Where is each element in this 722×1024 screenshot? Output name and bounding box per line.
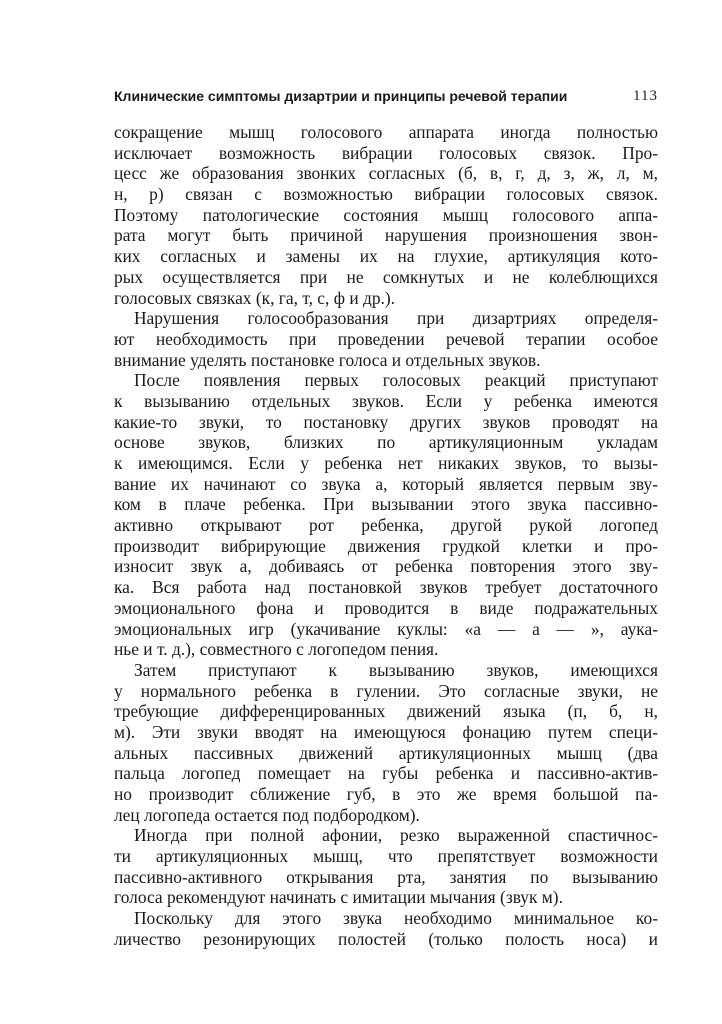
text-line: ка. Вся работа над постановкой звуков требует достаточного [114, 577, 658, 598]
text-line: пассивно-активного открывания рта, занятия по вызыванию [114, 866, 658, 887]
text-line: Поскольку для этого звука необходимо минимальное ко- [134, 908, 658, 929]
text-line: Нарушения голосообразования при дизартриях определя- [134, 308, 658, 329]
text-line: но производит сближение губ, в это же время большой па- [114, 784, 658, 804]
text-line: личество резонирующих полостей (только полость носа) и [114, 928, 658, 949]
text-line: какие-то звуки, то постановку других звуков проводят на [114, 411, 658, 432]
text-line: голоса рекомендуют начинать с имитации мычания (звук м). [114, 887, 563, 908]
text-line: вание их начинают со звука а, который является первым зву- [114, 473, 658, 494]
text-line: ком в плаче ребенка. При вызывании этого звука пассивно- [114, 494, 658, 515]
text-line: сокращение мышц голосового аппарата иногда полностью [114, 122, 658, 142]
text-line: требующие дифференцированных движений языка (п, б, н, [114, 701, 658, 722]
text-line: голосовых связках (к, га, т, с, ф и др.). [114, 287, 396, 308]
text-line: альных пассивных движений артикуляционных мышц (два [114, 742, 658, 763]
text-line: рата могут быть причиной нарушения произношения звон- [114, 225, 658, 246]
running-header [114, 86, 658, 106]
paragraph [114, 370, 658, 660]
paragraph [114, 308, 658, 370]
text-line: Поэтому патологические состояния мышц голосового аппа- [114, 204, 658, 225]
text-line: цесс же образования звонких согласных (б, в, г, д, з, ж, л, м, [114, 163, 658, 184]
paragraph [114, 825, 658, 908]
text-line: к вызыванию отдельных звуков. Если у ребенка имеются [114, 390, 658, 411]
text-line: исключает возможность вибрации голосовых связок. Про- [114, 142, 658, 163]
text-line: к имеющимся. Если у ребенка нет никаких звуков, то вызы- [114, 453, 658, 473]
text-line: у нормального ребенка в гулении. Это согласные звуки, не [114, 680, 658, 701]
text-line: основе звуков, близких по артикуляционным укладам [114, 432, 658, 453]
text-line: Затем приступают к вызыванию звуков, имеющихся [134, 659, 658, 680]
text-line: м). Эти звуки вводят на имеющуюся фонацию путем специ- [114, 721, 658, 742]
page-number: 113 [633, 88, 658, 104]
text-line: рых осуществляется при не сомкнутых и не колеблющихся [114, 266, 658, 287]
text-line: ют необходимость при проведении речевой терапии особое [114, 328, 658, 349]
text-line: н, р) связан с возможностью вибрации голосовых связок. [114, 184, 658, 205]
running-title: Клинические симптомы дизартрии и принципы речевой терапии [114, 88, 568, 104]
paragraph [114, 660, 658, 826]
text-line: эмоциональных игр (укачивание куклы: «а — а — », аука- [114, 618, 658, 639]
text-line: нье и т. д.), совместного с логопедом пения. [114, 639, 439, 660]
paragraph [114, 908, 658, 949]
paragraph [114, 122, 658, 308]
text-line: лец логопеда остается под подбородком). [114, 804, 420, 825]
text-line: ких согласных и замены их на глухие, артикуляция кото- [114, 246, 658, 267]
text-line: ти артикуляционных мышц, что препятствует возможности [114, 846, 658, 867]
text-line: внимание уделять постановке голоса и отдельных звуков. [114, 349, 541, 370]
text-line: производит вибрирующие движения грудкой клетки и про- [114, 535, 658, 556]
text-line: пальца логопед помещает на губы ребенка и пассивно-актив- [114, 763, 658, 784]
text-line: износит звук а, добиваясь от ребенка повторения этого зву- [114, 556, 658, 577]
text-line: эмоционального фона и проводится в виде подражательных [114, 597, 658, 618]
body-text [114, 122, 658, 950]
text-line: После появления первых голосовых реакций приступают [134, 370, 658, 391]
text-line: активно открывают рот ребенка, другой рукой логопед [114, 515, 658, 536]
text-line: Иногда при полной афонии, резко выраженной спастичнос- [134, 825, 658, 846]
